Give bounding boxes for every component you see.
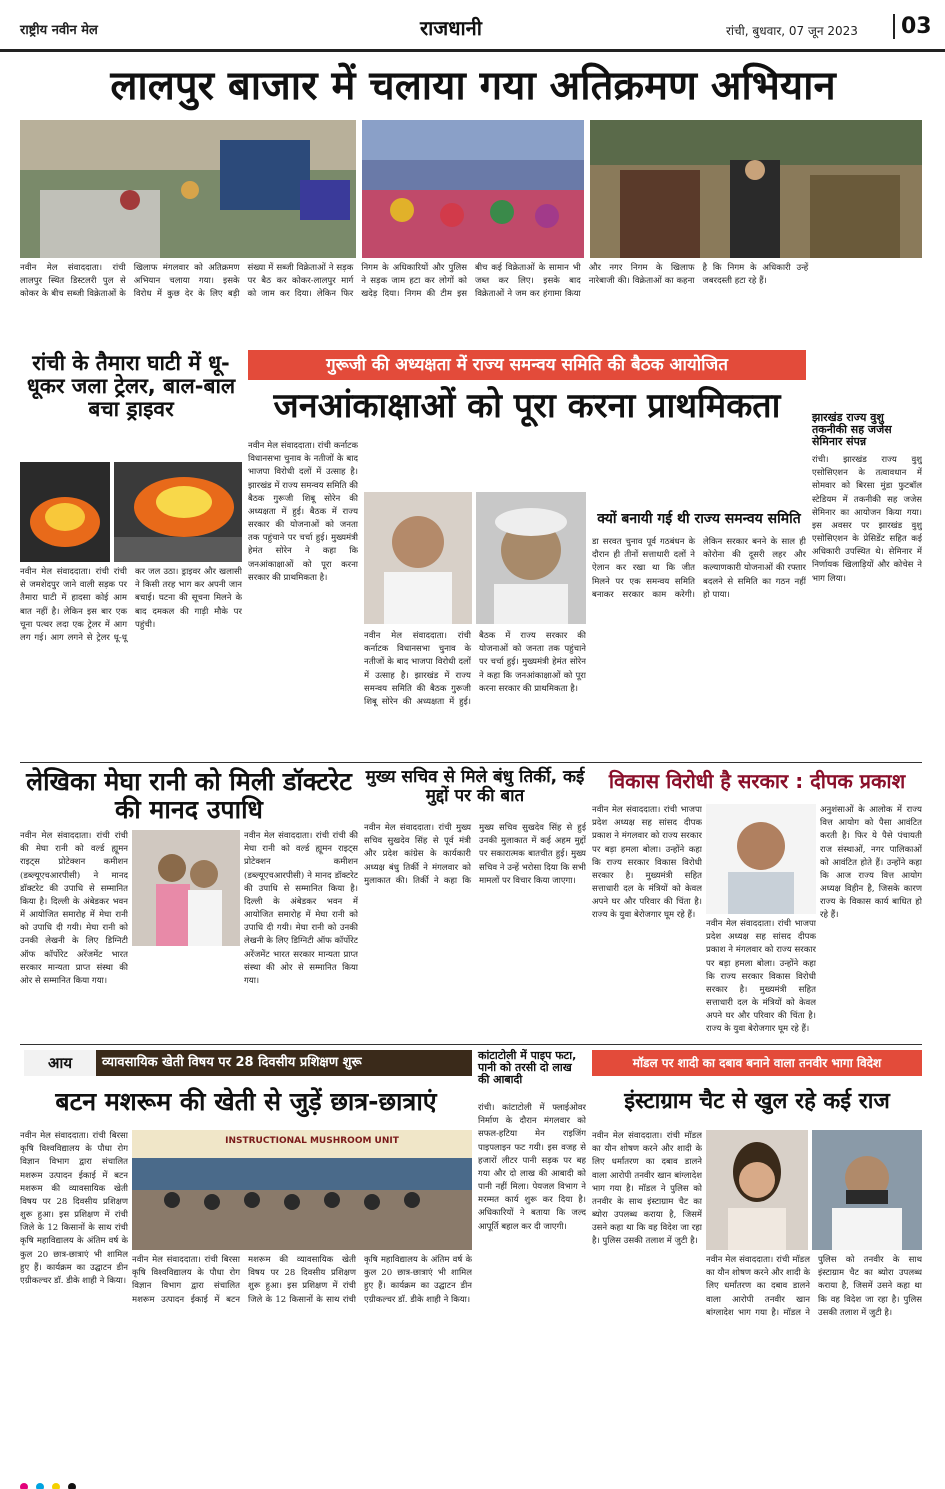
model-banner [592, 1050, 922, 1076]
mushroom-badge [24, 1050, 96, 1076]
lead-photo-1 [20, 120, 356, 258]
model-body-2: नवीन मेल संवाददाता। रांची मॉडल का यौन शोषण करने और शादी के लिए धर्मांतरण का दबाव डालने वाला आरोपी तनवीर खान बांग्लादेश भाग गया है। मॉडल ने पुलिस को तनवीर के साथ इंस्टाग्राम चैट का ब्योरा उपलब्ध कराया है, जिसमें उसने कहा था कि वह विदेश जा रहा है। पुलिस उसकी तलाश में जुटी है। [706, 1255, 922, 1318]
lead-photo-3 [590, 120, 922, 258]
tanker-photo-1 [20, 462, 110, 562]
registration-dot [36, 1483, 44, 1489]
megha-photo [132, 830, 240, 946]
megha-body: नवीन मेल संवाददाता। रांची रांची की मेघा रानी को वर्ल्ड ह्यूमन राइट्स प्रोटेक्शन कमीशन (डब्ल्यूएचआरपीसी) ने मानद डॉक्टरेट की उपाधि से सम्मानित किया है। दिल्ली के अंबेडकर भवन में आयोजित समारोह में मेघा रानी को उपाधि दी गयी। मेघा रानी को उनकी लेखनी के लिए डिग्निटी ऑफ कॉर्पोरेट अरेंजमेंट भारत सरकार मान्यता प्राप्त संस्था की ओर से सम्मानित किया गया। [20, 831, 128, 986]
deepak-headline: विकास विरोधी है सरकार : दीपक प्रकाश [608, 769, 906, 793]
meeting-subhead: क्यों बनायी गई थी राज्य समन्वय समिति [597, 511, 801, 527]
lead-body: नवीन मेल संवाददाता। रांची लालपुर स्थित डिस्टलरी पुल से कोकर के बीच सब्जी विक्रेताओं के खिलाफ मंगलवार को अतिक्रमण अभियान चलाया गया। इसके विरोध में कुछ देर के लिए बड़ी संख्या में सब्जी विक्रेताओं ने सड़क पर बैठ कर कोकर-लालपुर मार्ग को जाम कर दिया। लेकिन फिर निगम के अधिकारियों और पुलिस ने सड़क जाम हटा कर लोगों को खदेड़ दिया। निगम की टीम इस बीच कई विक्रेताओं के सामान भी जब्त कर लिए। इसके बाद विक्रेताओं ने जम कर हंगामा किया और नगर निगम के खिलाफ नारेबाजी की। विक्रेताओं का कहना है कि निगम के अधिकारी उन्हें जबरदस्ती हटा रहे हैं। [20, 263, 809, 300]
meeting-headline: जनआंकाक्षाओं को पूरा करना प्राथमिकता [273, 386, 781, 426]
tanker-photo-2-art [114, 462, 242, 562]
meeting-photo-2-art [476, 492, 586, 624]
deepak-photo [706, 804, 816, 914]
registration-dot [20, 1483, 28, 1489]
model-photo-2-art [812, 1130, 922, 1250]
paper-name: राष्ट्रीय नवीन मेल [20, 23, 98, 38]
lead-photo-3-art [590, 120, 922, 258]
pipe-body: रांची। कांटाटोली में फ्लाईओवर निर्माण के दौरान मंगलवार को सफल-हटिया मेन राइजिंग पाइपलाइन फट गयी। इस वजह से हजारों लीटर पानी सड़क पर बह गया और दो लाख की आबादी को पानी नहीं मिला। पेयजल विभाग ने मरम्मत कार्य शुरू कर दिया है। अधिकारियों ने बताया कि जल्द आपूर्ति बहाल कर दी जाएगी। [478, 1103, 586, 1232]
mushroom-banner [96, 1050, 472, 1076]
megha-photo-art [132, 830, 240, 946]
meeting-photo-2 [476, 492, 586, 624]
model-banner-text: मॉडल पर शादी का दबाव बनाने वाला तनवीर भागा विदेश [632, 1056, 882, 1070]
model-body: नवीन मेल संवाददाता। रांची मॉडल का यौन शोषण करने और शादी के लिए धर्मांतरण का दबाव डालने वाला आरोपी तनवीर खान बांग्लादेश भाग गया है। मॉडल ने पुलिस को तनवीर के साथ इंस्टाग्राम चैट का ब्योरा उपलब्ध कराया है, जिसमें उसने कहा था कि वह विदेश जा रहा है। पुलिस उसकी तलाश में जुटी है। [592, 1131, 702, 1247]
tirkey-headline: मुख्य सचिव से मिले बंधु तिर्की, कई मुद्दों पर की बात [365, 767, 585, 806]
mushroom-photo [132, 1130, 472, 1250]
tirkey-body: नवीन मेल संवाददाता। रांची मुख्य सचिव सुखदेव सिंह से पूर्व मंत्री और प्रदेश कांग्रेस के कार्यकारी अध्यक्ष बंधु तिर्की ने मंगलवार को मुलाकात की। तिर्की ने कहा कि मुख्य सचिव सुखदेव सिंह से हुई उनकी मुलाकात में कई अहम मुद्दों पर सकारात्मक बातचीत हुई। मुख्य सचिव ने उन्हें भरोसा दिया कि सभी मामलों पर विचार किया जाएगा। [364, 823, 586, 886]
deepak-body: नवीन मेल संवाददाता। रांची भाजपा प्रदेश अध्यक्ष सह सांसद दीपक प्रकाश ने मंगलवार को राज्य सरकार पर बड़ा हमला बोला। उन्होंने कहा कि राज्य सरकार विकास विरोधी सरकार है। मुख्यमंत्री सहित सत्ताधारी दल के मंत्रियों को केवल अपने घर और परिवार की चिंता है। राज्य के युवा बेरोजगार घूम रहे हैं। [592, 805, 702, 921]
meeting-body-2: नवीन मेल संवाददाता। रांची कर्नाटक विधानसभा चुनाव के नतीजों के बाद भाजपा विरोधी दलों में उत्साह है। झारखंड में राज्य समन्वय समिति की बैठक गुरूजी शिबू सोरेन की अध्यक्षता में हुई। बैठक में राज्य सरकार की योजनाओं को जनता तक पहुंचाने पर चर्चा हुई। मुख्यमंत्री हेमंत सोरेन ने कहा कि जनआंकाक्षाओं को पूरा करना सरकार की प्राथमिकता है। [364, 631, 586, 707]
registration-dot [68, 1483, 76, 1489]
meeting-side-body: डा सरवत चुनाव पूर्व गठबंधन के दौरान ही तीनों सत्ताधारी दलों ने ऐलान कर रखा था कि जीत मिलने पर एक समन्वय समिति बनाकर सरकार काम करेगी। लेकिन सरकार बनने के साल ही कोरोना की दूसरी लहर और कल्याणकारी योजनाओं की रफ्तार बदलने से समिति का गठन नहीं हो पाया। [592, 537, 806, 600]
registration-dot [52, 1483, 60, 1489]
tanker-body: नवीन मेल संवाददाता। रांची रांची से जमशेदपुर जाने वाली सड़क पर तैमारा घाटी में हादसा कोई आम बात नहीं है। लेकिन इस बार एक चूना पत्थर लदा एक ट्रेलर में आग लग गई। आग लगने से ट्रेलर धू-धू कर जल उठा। ड्राइवर और खलासी ने किसी तरह भाग कर अपनी जान बचाई। घटना की सूचना मिलने के बाद दमकल की गाड़ी मौके पर पहुंची। [20, 567, 242, 643]
mushroom-photo-art [132, 1130, 472, 1250]
tanker-headline: रांची के तैमारा घाटी में धू-धूकर जला ट्रेलर, बाल-बाल बचा ड्राइवर [26, 351, 236, 422]
megha-headline: लेखिका मेघा रानी को मिली डॉक्टरेट की मानद उपाधि [26, 767, 352, 824]
model-photo-1 [706, 1130, 808, 1250]
mushroom-badge-text: आय [47, 1054, 73, 1072]
seminar-body: रांची। झारखंड राज्य वुशु एसोसिएशन के तत्वावधान में सोमवार को बिरसा मुंडा फुटबॉल स्टेडियम में तकनीकी सह जजेस सेमिनार का आयोजन किया गया। इस अवसर पर झारखंड वुशु एसोसिएशन के प्रेसिडेंट सहित कई अधिकारी उपस्थित थे। सेमिनार में निर्णायक खिलाड़ियों और कोचेस ने भाग लिया। [812, 455, 922, 584]
meeting-photo-1 [364, 492, 472, 624]
divider-row3 [20, 1044, 922, 1045]
meeting-banner-text: गुरूजी की अध्यक्षता में राज्य समन्वय समिति की बैठक आयोजित [326, 355, 728, 375]
mushroom-photo-sign: INSTRUCTIONAL MUSHROOM UNIT [225, 1136, 399, 1146]
meeting-body-col: नवीन मेल संवाददाता। रांची कर्नाटक विधानसभा चुनाव के नतीजों के बाद भाजपा विरोधी दलों में उत्साह है। झारखंड में राज्य समन्वय समिति की बैठक गुरूजी शिबू सोरेन की अध्यक्षता में हुई। बैठक में राज्य सरकार की योजनाओं को जनता तक पहुंचाने पर चर्चा हुई। मुख्यमंत्री हेमंत सोरेन ने कहा कि जनआंकाक्षाओं को पूरा करना सरकार की प्राथमिकता है। [248, 441, 358, 583]
deepak-body-3: नवीन मेल संवाददाता। रांची भाजपा प्रदेश अध्यक्ष सह सांसद दीपक प्रकाश ने मंगलवार को राज्य सरकार पर बड़ा हमला बोला। उन्होंने कहा कि राज्य सरकार विकास विरोधी सरकार है। मुख्यमंत्री सहित सत्ताधारी दल के मंत्रियों को केवल अपने घर और परिवार की चिंता है। राज्य के युवा बेरोजगार घूम रहे हैं। [706, 919, 816, 1035]
deepak-body-2: अनुशंसाओं के आलोक में राज्य वित्त आयोग को पैसा आवंटित करती है। फिर ये पैसे पंचायती राज संस्थाओं, नगर पालिकाओं को आवंटित होते हैं। उन्होंने कहा कि आज राज्य वित्त आयोग अध्यक्ष विहीन है, जिसके कारण राज्य के विकास कार्य बाधित हो रहे हैं। [820, 805, 922, 921]
megha-body-2: नवीन मेल संवाददाता। रांची रांची की मेघा रानी को वर्ल्ड ह्यूमन राइट्स प्रोटेक्शन कमीशन (डब्ल्यूएचआरपीसी) ने मानद डॉक्टरेट की उपाधि से सम्मानित किया है। दिल्ली के अंबेडकर भवन में आयोजित समारोह में मेघा रानी को उपाधि दी गयी। मेघा रानी को उनकी लेखनी के लिए डिग्निटी ऑफ कॉर्पोरेट अरेंजमेंट भारत सरकार मान्यता प्राप्त संस्था की ओर से सम्मानित किया गया। [244, 831, 358, 986]
deepak-photo-art [706, 804, 816, 914]
seminar-headline: झारखंड राज्य वुशु तकनीकी सह जजेस सेमिनार संपन्न [812, 411, 892, 449]
lead-photo-1-art [20, 120, 356, 258]
mushroom-body-2: नवीन मेल संवाददाता। रांची बिरसा कृषि विश्वविद्यालय के पौधा रोग विज्ञान विभाग द्वारा संचालित मशरूम उत्पादन ईकाई में बटन मशरूम की व्यावसायिक खेती विषय पर 28 दिवसीय प्रशिक्षण शुरू हुआ। इस प्रशिक्षण में रांची जिले के 12 किसानों के साथ रांची कृषि महाविद्यालय के अंतिम वर्ष के कुल 20 छात्र-छात्राएं भी शामिल हुए हैं। कार्यक्रम का उद्घाटन डीन एग्रीकल्चर डॉ. डीके शाही ने किया। [132, 1255, 472, 1305]
model-photo-1-art [706, 1130, 808, 1250]
model-headline: इंस्टाग्राम चैट से खुल रहे कई राज [624, 1089, 890, 1114]
pipe-headline: कांटाटोली में पाइप फटा, पानी को तरसी दो लाख की आबादी [478, 1049, 577, 1087]
meeting-banner [248, 350, 806, 380]
divider-row2 [20, 762, 922, 763]
page-number: 03 [893, 14, 932, 39]
mushroom-headline: बटन मशरूम की खेती से जुड़ें छात्र-छात्राएं [55, 1087, 437, 1116]
lead-photo-2-art [362, 120, 584, 258]
mushroom-banner-text: व्यावसायिक खेती विषय पर 28 दिवसीय प्रशिक्षण शुरू [102, 1055, 362, 1070]
lead-photo-2 [362, 120, 584, 258]
section-title: राजधानी [420, 16, 482, 40]
meeting-photo-1-art [364, 492, 472, 624]
lead-headline: लालपुर बाजार में चलाया गया अतिक्रमण अभियान [110, 63, 836, 109]
tanker-photo-2 [114, 462, 242, 562]
tanker-photo-1-art [20, 462, 110, 562]
dateline: रांची, बुधवार, 07 जून 2023 [726, 24, 858, 38]
mushroom-body: नवीन मेल संवाददाता। रांची बिरसा कृषि विश्वविद्यालय के पौधा रोग विज्ञान विभाग द्वारा संचालित मशरूम उत्पादन ईकाई में बटन मशरूम की व्यावसायिक खेती विषय पर 28 दिवसीय प्रशिक्षण शुरू हुआ। इस प्रशिक्षण में रांची जिले के 12 किसानों के साथ रांची कृषि महाविद्यालय के अंतिम वर्ष के कुल 20 छात्र-छात्राएं भी शामिल हुए हैं। कार्यक्रम का उद्घाटन डीन एग्रीकल्चर डॉ. डीके शाही ने किया। [20, 1131, 128, 1286]
registration-marks [20, 1476, 925, 1484]
model-photo-2 [812, 1130, 922, 1250]
